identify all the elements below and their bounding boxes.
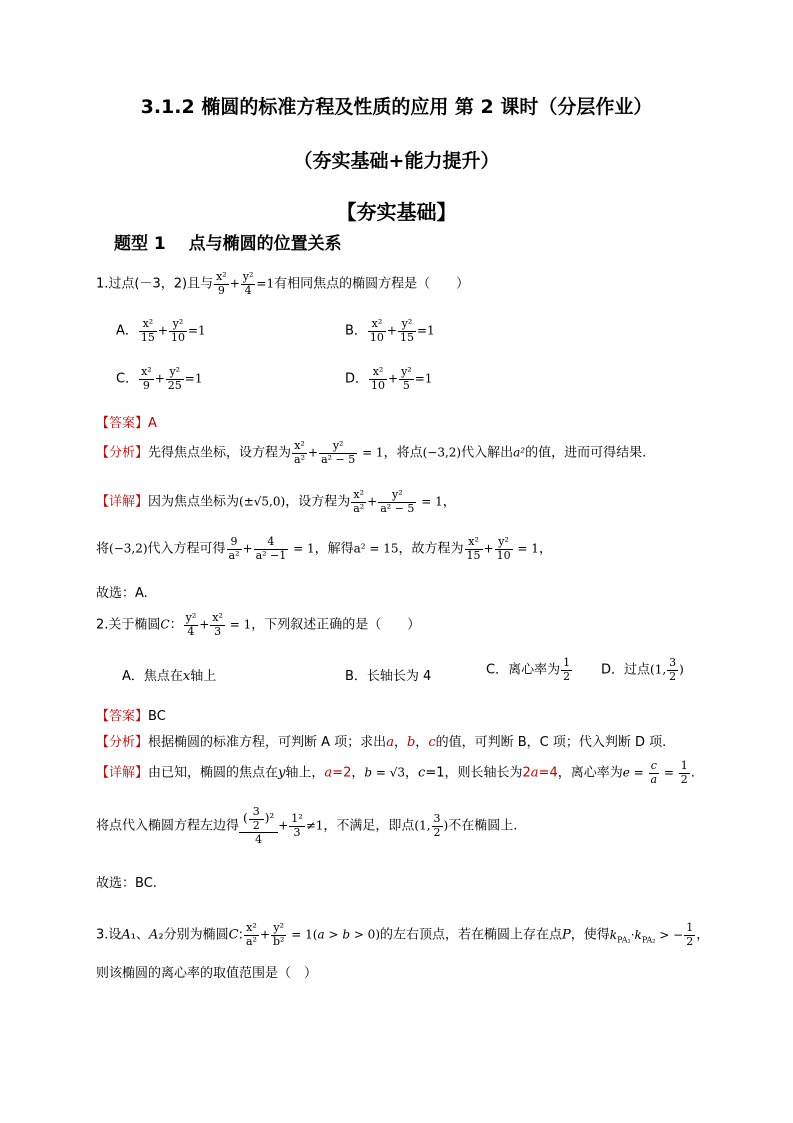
question-type-heading: 题型 1 点与椭圆的位置关系 <box>114 234 342 254</box>
q2-detail-line2: 将点代入椭圆方程左边得 ( $\frac{3}{2}$ )² 4 + $\frac{\text{1²}}{3}$ ≠1，不满足，即点(1, $\frac{3}{2}$ )不在椭圆上. <box>96 805 518 847</box>
q2-stem: 2.关于椭圆C： $\frac{\text{y²}}{4}$ + $\frac{\text{x²}}{3}$ = 1，下列叙述正确的是（ ） <box>96 611 421 638</box>
q1-detail-line2: 将(−3,2)代入方程可得 $\frac{9}{\text{a²}}$ + $\frac{4}{\text{a² −1}}$ = 1，解得a² = 15，故方程为 $\frac{\text{x²}}{15}$ + $\frac{\text{y²}}{10}$ = 1， <box>96 535 552 562</box>
q1-option-c[interactable]: C． $\frac{\text{x²}}{9}$ + $\frac{\text{y²}}{25}$ =1 <box>116 365 203 392</box>
q1-option-d[interactable]: D． $\frac{\text{x²}}{10}$ + $\frac{\text{y²}}{5}$ =1 <box>345 365 433 392</box>
q2-choose: 故选：BC. <box>96 876 157 891</box>
q3-stem-line2: 则该椭圆的离心率的取值范围是（ ） <box>96 966 318 981</box>
doc-title: 3.1.2 椭圆的标准方程及性质的应用 第 2 课时（分层作业） <box>140 96 653 118</box>
q1-option-b[interactable]: B． $\frac{\text{x²}}{10}$ + $\frac{\text{y²}}{15}$ =1 <box>345 317 435 344</box>
q2-analysis: 【分析】根据椭圆的标准方程，可判断 A 项；求出a，b，c的值，可判断 B，C 项；代入判断 D 项. <box>96 735 667 750</box>
q2-option-b[interactable]: B．长轴长为 4 <box>345 669 432 684</box>
q2-option-c[interactable]: C．离心率为 $\frac{1}{2}$ <box>486 656 571 683</box>
q1-stem: 1.过点(－3，2)且与 $\frac{\text{x²}}{9}$ + $\frac{\text{y²}}{4}$ =1有相同焦点的椭圆方程是（ ） <box>96 270 470 297</box>
q2-option-a[interactable]: A．焦点在x轴上 <box>122 669 217 684</box>
q1-option-a[interactable]: A． $\frac{\text{x²}}{15}$ + $\frac{\text{y²}}{10}$ =1 <box>116 317 206 344</box>
q2-detail: 【详解】由已知，椭圆的焦点在y轴上，a=2，b = √3，c=1，则长轴长为2a=4，离心率为e = $\frac{c}{a}$ = $\frac{1}{2}$ . <box>96 759 695 786</box>
doc-subtitle: （夯实基础+能力提升） <box>293 150 500 172</box>
q2-answer: 【答案】BC <box>96 709 166 724</box>
q1-detail: 【详解】因为焦点坐标为(±√5,0)，设方程为 $\frac{\text{x²}}{\text{a²}}$ + $\frac{\text{y²}}{\text{a² − 5}}$ = 1， <box>96 488 456 515</box>
q1-analysis: 【分析】先得焦点坐标，设方程为 $\frac{\text{x²}}{\text{a²}}$ + $\frac{\text{y²}}{\text{a² − 5}}$ = 1，将点(−3,2)代入解出a²的值，进而可得结果. <box>96 439 647 466</box>
q3-stem: 3.设A₁、A₂分别为椭圆C: $\frac{\text{x²}}{\text{a²}}$ + $\frac{\text{y²}}{\text{b²}}$ = 1(a > b > 0)的左右顶点，若在椭圆上存在点P，使得$k_{PA_1}\cdot k_{PA_2}$ > − $\frac{1}{2}$ ， <box>96 921 710 948</box>
q2-option-d[interactable]: D．过点(1, $\frac{3}{2}$ ) <box>601 656 684 683</box>
q1-answer: 【答案】A <box>96 416 157 431</box>
section-heading: 【夯实基础】 <box>336 200 457 224</box>
q1-choose: 故选：A. <box>96 586 148 601</box>
